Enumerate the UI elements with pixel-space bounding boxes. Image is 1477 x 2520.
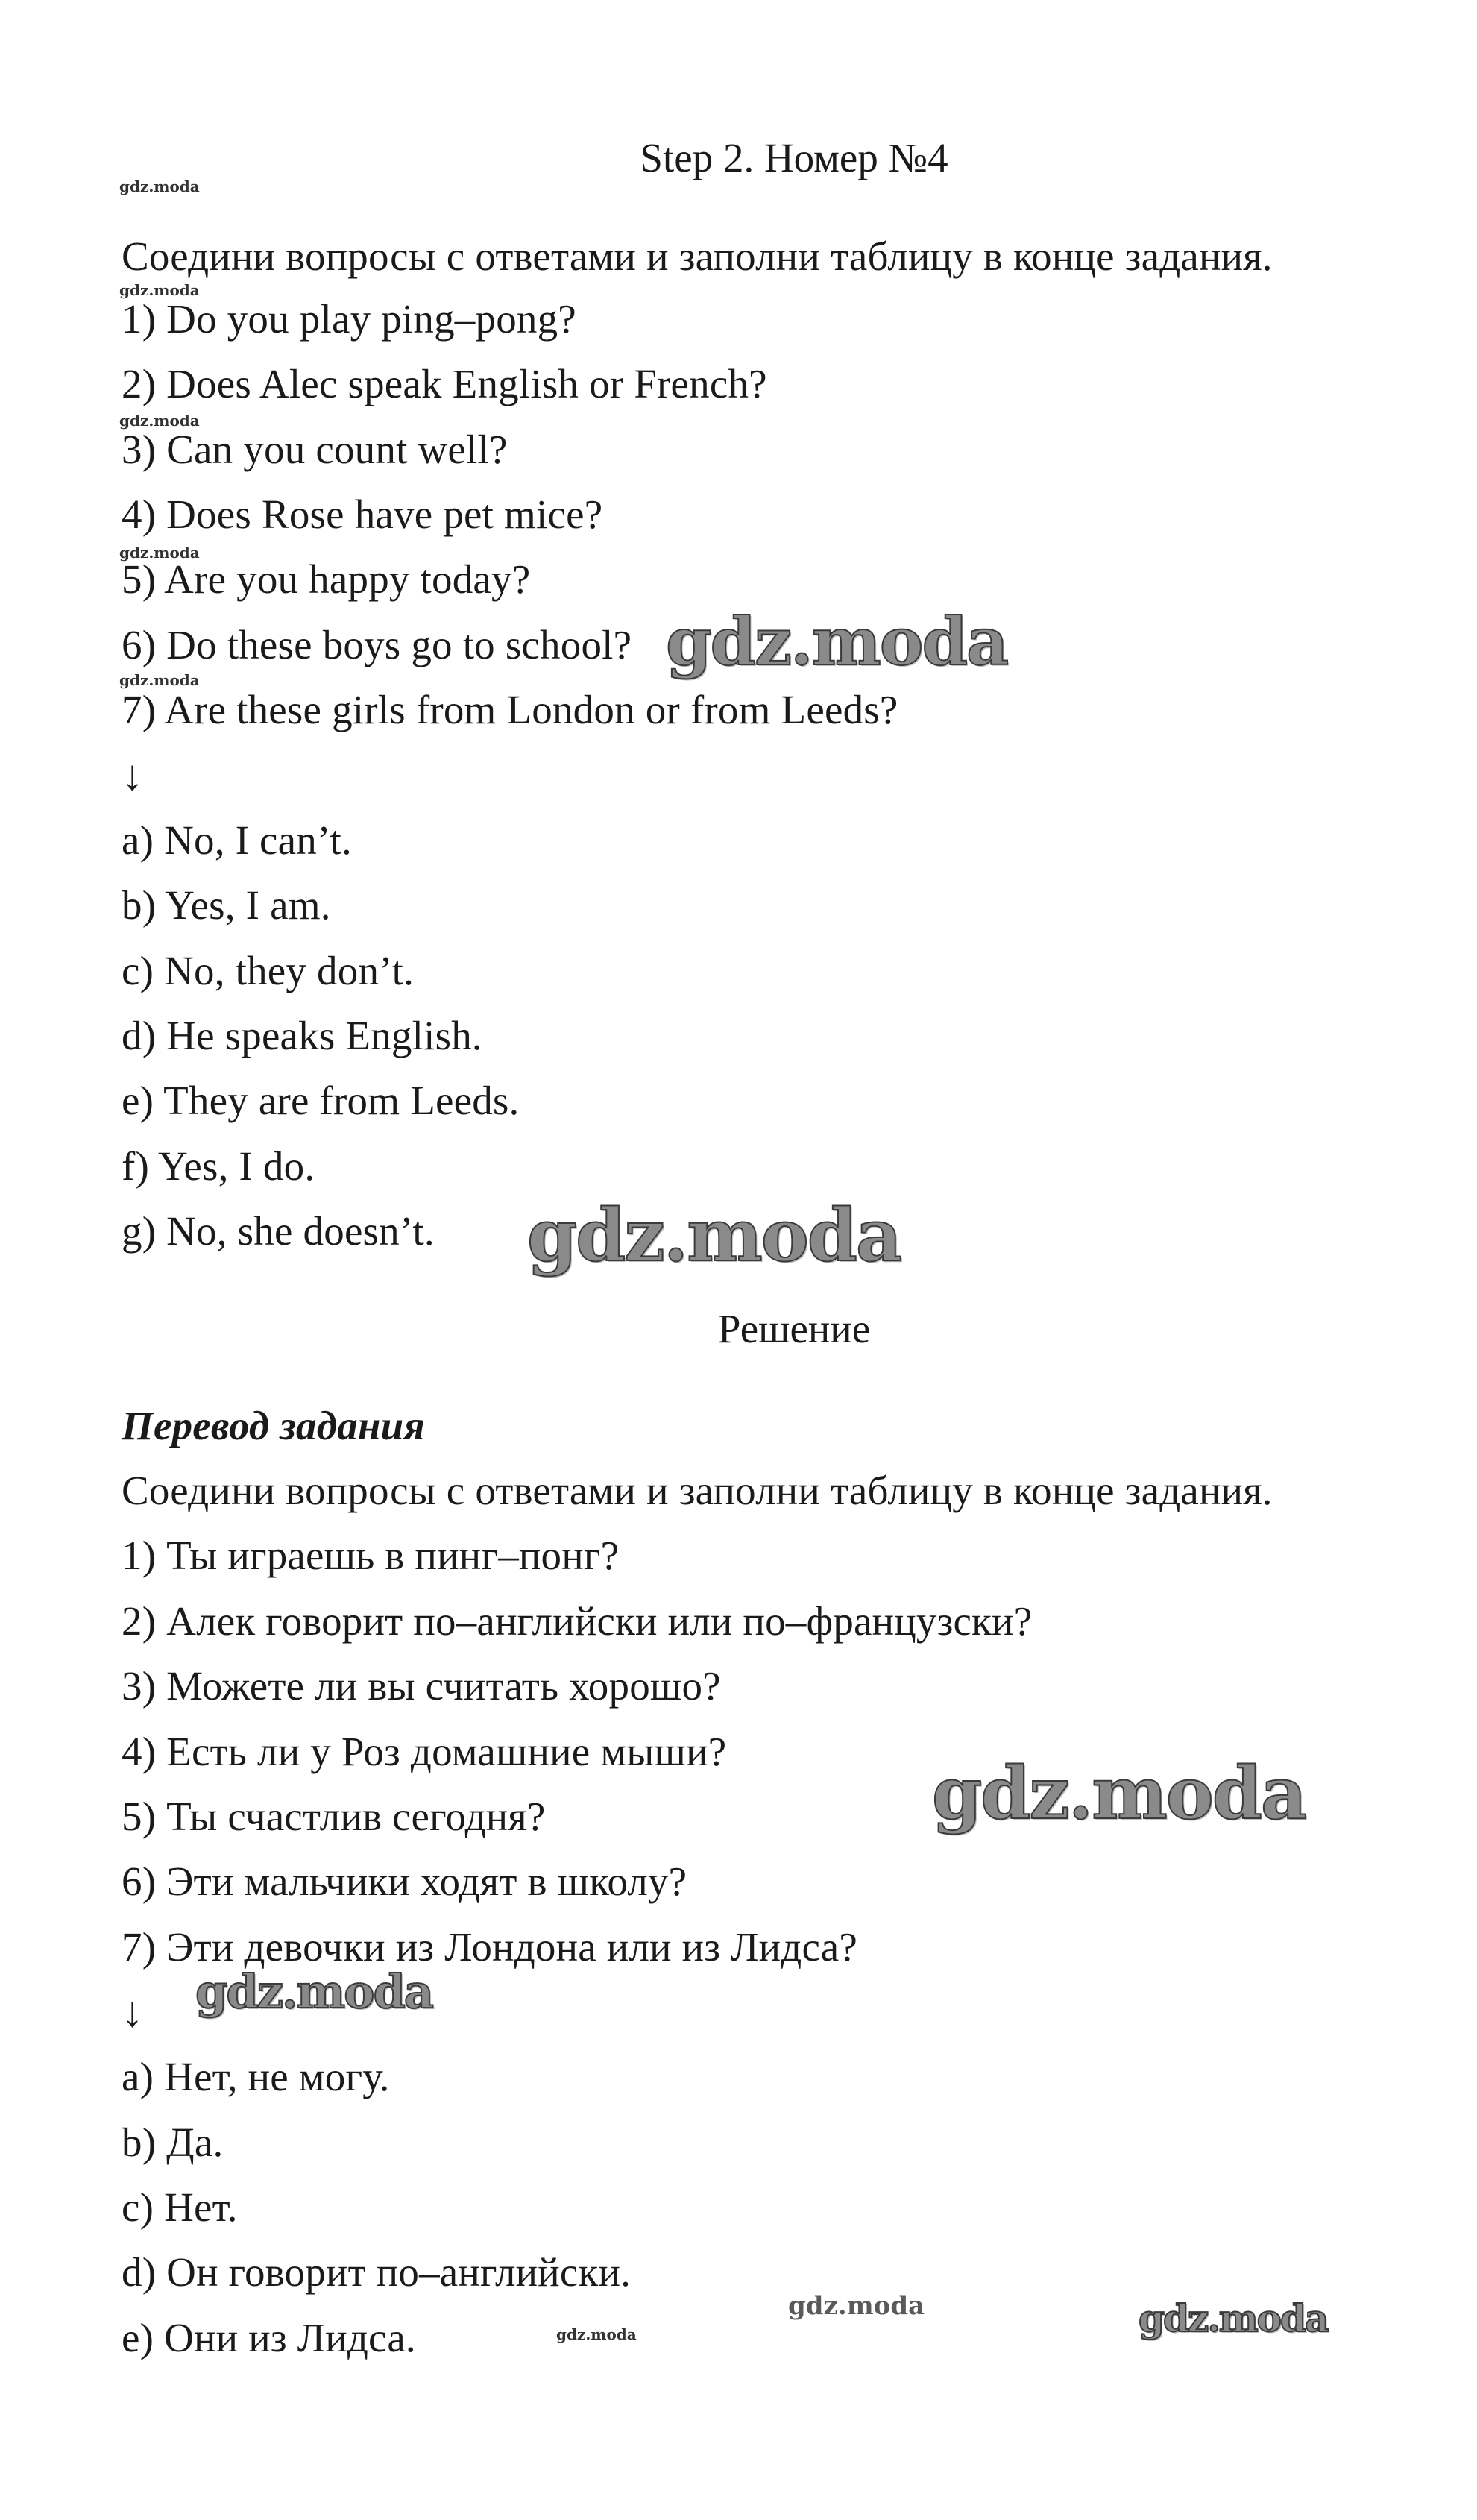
translated-answer-item: b) Да. <box>122 2120 224 2165</box>
translation-instruction: Соедини вопросы с ответами и заполни таблицу в конце задания. <box>122 1468 1273 1513</box>
watermark-logo: gdz.moda <box>119 671 200 689</box>
question-item: 1) Do you play ping–pong? <box>122 296 576 342</box>
question-item: 3) Can you count well? <box>122 427 508 472</box>
watermark-logo: gdz.moda <box>119 544 200 562</box>
answer-item: a) No, I can’t. <box>122 817 352 863</box>
watermark-logo: gdz.moda <box>1139 2296 1328 2340</box>
page-title: Step 2. Номер №4 <box>640 135 948 180</box>
watermark-logo: gdz.moda <box>666 603 1008 680</box>
translation-heading: Перевод задания <box>122 1403 425 1448</box>
question-item: 6) Do these boys go to school? <box>122 622 632 667</box>
translated-answer-item: d) Он говорит по–английски. <box>122 2249 632 2295</box>
watermark-logo: gdz.moda <box>527 1193 901 1278</box>
answer-item: b) Yes, I am. <box>122 882 331 928</box>
question-item: 2) Does Alec speak English or French? <box>122 361 767 406</box>
answer-item: e) They are from Leeds. <box>122 1078 520 1123</box>
translated-question-item: 7) Эти девочки из Лондона или из Лидса? <box>122 1924 857 1970</box>
down-arrow-icon: ↓ <box>122 751 144 799</box>
translated-question-item: 4) Есть ли у Роз домашние мыши? <box>122 1729 727 1774</box>
translated-answer-item: a) Нет, не могу. <box>122 2054 390 2099</box>
watermark-logo: gdz.moda <box>119 412 200 430</box>
translated-question-item: 6) Эти мальчики ходят в школу? <box>122 1858 687 1904</box>
watermark-logo: gdz.moda <box>932 1751 1306 1835</box>
answer-item: d) He speaks English. <box>122 1013 482 1058</box>
translated-question-item: 5) Ты счастлив сегодня? <box>122 1794 546 1839</box>
question-item: 7) Are these girls from London or from Leeds? <box>122 687 898 732</box>
down-arrow-icon: ↓ <box>122 1988 144 2036</box>
watermark-logo: gdz.moda <box>119 281 200 299</box>
answer-item: c) No, they don’t. <box>122 948 415 993</box>
question-item: 5) Are you happy today? <box>122 556 531 602</box>
translated-answer-item: c) Нет. <box>122 2184 238 2230</box>
question-item: 4) Does Rose have pet mice? <box>122 491 603 537</box>
translated-question-item: 1) Ты играешь в пинг–понг? <box>122 1533 620 1578</box>
translated-answer-item: e) Они из Лидса. <box>122 2315 416 2360</box>
solution-heading: Решение <box>717 1306 871 1351</box>
watermark-logo: gdz.moda <box>788 2291 925 2321</box>
watermark-logo: gdz.moda <box>195 1964 432 2019</box>
task-instruction: Соедини вопросы с ответами и заполни таблицу в конце задания. <box>122 233 1273 279</box>
watermark-logo: gdz.moda <box>556 2325 637 2343</box>
watermark-logo: gdz.moda <box>119 177 200 195</box>
translated-question-item: 2) Алек говорит по–английски или по–французски? <box>122 1598 1033 1644</box>
translated-question-item: 3) Можете ли вы считать хорошо? <box>122 1663 721 1709</box>
answer-item: g) No, she doesn’t. <box>122 1208 435 1254</box>
answer-item: f) Yes, I do. <box>122 1143 315 1189</box>
